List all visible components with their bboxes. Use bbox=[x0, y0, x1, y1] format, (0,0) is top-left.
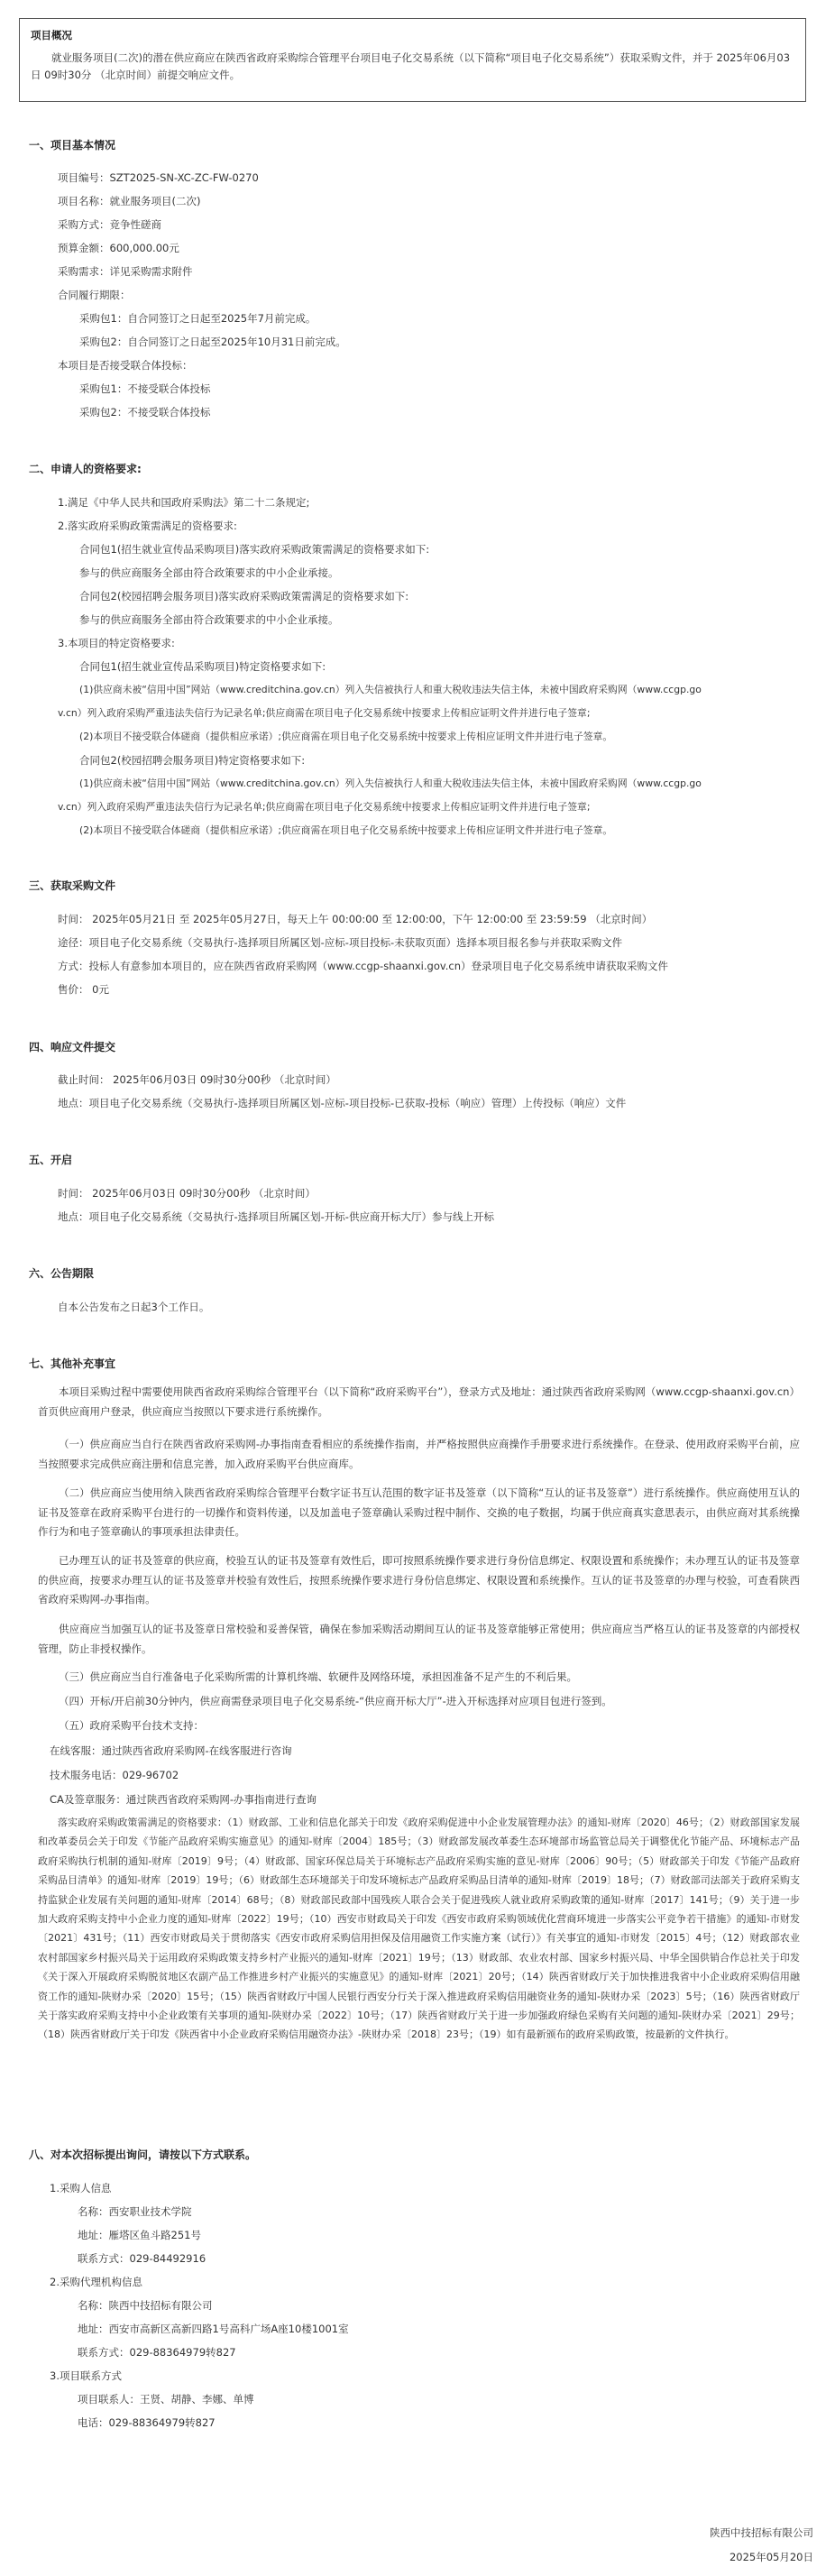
tech-support-paragraph: （五）政府采购平台技术支持： bbox=[59, 1719, 204, 1732]
qualification-item: 3.本项目的特定资格要求: bbox=[58, 637, 175, 649]
section-heading-submission: 四、响应文件提交 bbox=[29, 1041, 116, 1053]
signature-date: 2025年05月20日 bbox=[729, 2551, 813, 2563]
qualification-item: 2.落实政府采购政策需满足的资格要求: bbox=[58, 520, 237, 532]
submission-location: 地点：项目电子化交易系统（交易执行-选择项目所属区划-应标-项目投标-已获取-投标（响应）管理）上传投标（响应）文件 bbox=[58, 1097, 627, 1109]
qualification-item: 合同包2(校园招聘会服务项目)落实政府采购政策需满足的资格要求如下: bbox=[79, 590, 409, 603]
package2-period: 采购包2：自合同签订之日起至2025年10月31日前完成。 bbox=[79, 336, 346, 348]
obtain-channel: 途径：项目电子化交易系统（交易执行-选择项目所属区划-应标-项目投标-未获取页面）选择本项目报名参与并获取采购文件 bbox=[58, 936, 623, 949]
agency-info-heading: 2.采购代理机构信息 bbox=[50, 2276, 142, 2288]
qualification-item: v.cn）列入政府采购严重违法失信行为记录名单;供应商需在项目电子化交易系统中按要求上传相应证明文件并进行电子签章; bbox=[58, 801, 591, 813]
online-service: 在线客服：通过陕西省政府采购网-在线客服进行咨询 bbox=[50, 1744, 292, 1757]
signature-org: 陕西中技招标有限公司 bbox=[710, 2526, 813, 2539]
policy-paragraph: 落实政府采购政策需满足的资格要求：（1）财政部、工业和信息化部关于印发《政府采购促进中小企业发展管理办法》的通知-财库〔2020〕46号；（2）财政部国家发展和改革委员会关于印发《节能产品政府采购实施意见》的通知-财库〔2004〕185号；（3）财政部发展改革委生态环境部市场监管总局关于调整优化节能产品、环境标志产品政府采购执行机制的通知-财库〔2019〕9号；（4）财政部、国家环保总局关于环境标志产品政府采购实施的意见-财库〔2006〕90号；（5）财政部关于印发《节能产品政府采购品目清单》的通知-财库〔2019〕19号；（6）财政部生态环境部关于印发环境标志产品政府采购品目清单的通知-财库〔2019〕18号；（7）财政部司法部关于政府采购支持监狱企业发展有关问题的通知-财库〔2014〕68号；（8）财政部民政部中国残疾人联合会关于促进残疾人就业政府采购政策的通知-财库〔2017〕141号；（9）关于进一步加大政府采购支持中小企业力度的通知-财库〔2022〕19号；（10）西安市财政局关于印发《西安市政府采购领域优化营商环境进一步落实公平竞争若干措施》的通知-市财发〔2021〕431号；（11）西安市财政局关于贯彻落实《西安市政府采购信用担保及信用融资工作实施方案（试行）》有关事宜的通知-市财发〔2015〕4号；（12）财政部农业农村部国家乡村振兴局关于运用政府采购政策支持乡村产业振兴的通知-财库〔2021〕19号；（13）财政部、农业农村部、国家乡村振兴局、中华全国供销合作总社关于印发《关于深入开展政府采购脱贫地区农副产品工作推进乡村产业振兴的实施意见》的通知-财库〔2021〕20号；（14）陕西省财政厅关于加快推进我省中小企业政府采购信用融资工作的通知-陕财办采〔2020〕15号；（15）陕西省财政厅中国人民银行西安分行关于深入推进政府采购信用融资业务的通知-陕财办采〔2023〕5号；（16）陕西省财政厅关于落实政府采购支持中小企业政策有关事项的通知-陕财办采〔2022〕10号；（17）陕西省财政厅关于进一步加强政府绿色采购有关问题的通知-陕财办采〔2021〕29号；（18）陕西省财政厅关于印发《陕西省中小企业政府采购信用融资办法》-陕财办采〔2018〕23号；（19）如有最新颁布的政府采购政策，按最新的文件执行。 bbox=[38, 1817, 800, 2041]
consortium-label: 本项目是否接受联合体投标： bbox=[58, 359, 193, 372]
qualification-item: 1.满足《中华人民共和国政府采购法》第二十二条规定; bbox=[58, 496, 310, 509]
package2-consortium: 采购包2：不接受联合体投标 bbox=[79, 406, 211, 419]
tech-service-phone: 技术服务电话：029-96702 bbox=[50, 1769, 179, 1781]
notice-period-text: 自本公告发布之日起3个工作日。 bbox=[58, 1301, 210, 1313]
purchaser-info-heading: 1.采购人信息 bbox=[50, 2182, 112, 2194]
ca-service: CA及签章服务：通过陕西省政府采购网-办事指南进行查询 bbox=[50, 1793, 317, 1806]
qualification-item: 合同包1(招生就业宣传品采购项目)落实政府采购政策需满足的资格要求如下: bbox=[79, 543, 430, 556]
project-overview-box bbox=[19, 18, 806, 102]
qualification-item: v.cn）列入政府采购严重违法失信行为记录名单;供应商需在项目电子化交易系统中按要求上传相应证明文件并进行电子签章; bbox=[58, 707, 591, 719]
procurement-method: 采购方式：竞争性磋商 bbox=[58, 218, 161, 231]
project-number: 项目编号：SZT2025-SN-XC-ZC-FW-0270 bbox=[58, 171, 259, 184]
opening-time: 时间： 2025年06月03日 09时30分00秒 （北京时间） bbox=[58, 1187, 316, 1200]
obtain-method: 方式：投标人有意参加本项目的，应在陕西省政府采购网（www.ccgp-shaanxi.gov.cn）登录项目电子化交易系统申请获取采购文件 bbox=[58, 960, 669, 972]
qualification-item: (2)本项目不接受联合体磋商（提供相应承诺）;供应商需在项目电子化交易系统中按要求上传相应证明文件并进行电子签章。 bbox=[79, 731, 613, 742]
section-heading-contact: 八、对本次招标提出询问，请按以下方式联系。 bbox=[29, 2148, 257, 2161]
qualification-item: 合同包2(校园招聘会服务项目)特定资格要求如下: bbox=[79, 754, 306, 767]
purchaser-contact: 联系方式：029-84492916 bbox=[78, 2252, 206, 2265]
contract-period-label: 合同履行期限： bbox=[58, 289, 131, 301]
qualification-item: (1)供应商未被“信用中国”网站（www.creditchina.gov.cn）列入失信被执行人和重大税收违法失信主体，未被中国政府采购网（www.ccgp.go bbox=[79, 684, 702, 695]
section-heading-opening: 五、开启 bbox=[29, 1154, 73, 1166]
qualification-item: 合同包1(招生就业宣传品采购项目)特定资格要求如下: bbox=[79, 660, 326, 673]
budget-amount: 预算金额：600,000.00元 bbox=[58, 242, 179, 254]
section-heading-notice-period: 六、公告期限 bbox=[29, 1267, 95, 1280]
qualification-item: 参与的供应商服务全部由符合政策要求的中小企业承接。 bbox=[79, 566, 339, 579]
project-contact-heading: 3.项目联系方式 bbox=[50, 2369, 122, 2382]
certificate-binding-paragraph: 已办理互认的证书及签章的供应商，校验互认的证书及签章有效性后，即可按照系统操作要求进行身份信息绑定、权限设置和系统操作；未办理互认的证书及签章的供应商，按要求办理互认的证书及签章并校验有效性后，按照系统操作要求进行身份信息绑定、权限设置和系统操作。互认的证书及签章的办理与校验，可查看陕西省政府采购网-办事指南。 bbox=[38, 1554, 800, 1605]
platform-intro-paragraph: 本项目采购过程中需要使用陕西省政府采购综合管理平台（以下简称“政府采购平台”），登录方式及地址：通过陕西省政府采购网（www.ccgp-shaanxi.gov.cn）首页供应商用户登录，供应商应当按照以下要求进行系统操作。 bbox=[38, 1385, 800, 1418]
package1-consortium: 采购包1：不接受联合体投标 bbox=[79, 382, 211, 395]
section-heading-basic-info: 一、项目基本情况 bbox=[29, 139, 116, 152]
opening-location: 地点：项目电子化交易系统（交易执行-选择项目所属区划-开标-供应商开标大厅）参与线上开标 bbox=[58, 1210, 494, 1223]
submission-deadline: 截止时间： 2025年06月03日 09时30分00秒 （北京时间） bbox=[58, 1073, 336, 1086]
overview-text: 就业服务项目(二次)的潜在供应商应在陕西省政府采购综合管理平台项目电子化交易系统（以下简称“项目电子化交易系统”）获取采购文件，并于 2025年06月03日 09时30分 （北京时间）前提交响应文件。 bbox=[31, 51, 791, 81]
section-heading-obtain-docs: 三、获取采购文件 bbox=[29, 879, 116, 892]
agency-contact: 联系方式：029-88364979转827 bbox=[78, 2346, 236, 2359]
certificate-custody-paragraph: 供应商应当加强互认的证书及签章日常校验和妥善保管，确保在参加采购活动期间互认的证书及签章能够正常使用；供应商应当严格互认的证书及签章的内部授权管理，防止非授权操作。 bbox=[38, 1623, 800, 1655]
purchaser-address: 地址：雁塔区鱼斗路251号 bbox=[78, 2229, 201, 2241]
section-heading-other-info: 七、其他补充事宜 bbox=[29, 1357, 116, 1370]
qualification-item: (2)本项目不接受联合体磋商（提供相应承诺）;供应商需在项目电子化交易系统中按要求上传相应证明文件并进行电子签章。 bbox=[79, 824, 613, 836]
procurement-requirement: 采购需求：详见采购需求附件 bbox=[58, 265, 193, 278]
qualification-item: 参与的供应商服务全部由符合政策要求的中小企业承接。 bbox=[79, 613, 339, 626]
agency-name: 名称：陕西中技招标有限公司 bbox=[78, 2299, 213, 2312]
qualification-item: (1)供应商未被“信用中国”网站（www.creditchina.gov.cn）列入失信被执行人和重大税收违法失信主体，未被中国政府采购网（www.ccgp.go bbox=[79, 777, 702, 789]
overview-title: 项目概况 bbox=[31, 29, 72, 41]
agency-address: 地址：西安市高新区高新四路1号高科广场A座10楼1001室 bbox=[78, 2323, 349, 2335]
equipment-paragraph: （三）供应商应当自行准备电子化采购所需的计算机终端、软硬件及网络环境，承担因准备不足产生的不利后果。 bbox=[59, 1670, 577, 1683]
certificate-paragraph: （二）供应商应当使用纳入陕西省政府采购综合管理平台数字证书互认范围的数字证书及签章（以下简称“互认的证书及签章”）进行系统操作。供应商使用互认的证书及签章在政府采购平台进行的一切操作和资料传递，以及加盖电子签章确认采购过程中制作、交换的电子数据，均属于供应商真实意思表示，由供应商对其系统操作行为和电子签章确认的事项承担法律责任。 bbox=[38, 1486, 800, 1538]
operation-guide-paragraph: （一）供应商应当自行在陕西省政府采购网-办事指南查看相应的系统操作指南，并严格按照供应商操作手册要求进行系统操作。在登录、使用政府采购平台前，应当按照要求完成供应商注册和信息完善，加入政府采购平台供应商库。 bbox=[38, 1438, 800, 1470]
checkin-paragraph: （四）开标/开启前30分钟内，供应商需登录项目电子化交易系统-“供应商开标大厅”-进入开标选择对应项目包进行签到。 bbox=[59, 1695, 612, 1707]
project-name: 项目名称：就业服务项目(二次) bbox=[58, 195, 201, 207]
obtain-time: 时间： 2025年05月21日 至 2025年05月27日，每天上午 00:00:00 至 12:00:00，下午 12:00:00 至 23:59:59 （北京时间） bbox=[58, 913, 653, 925]
obtain-price: 售价： 0元 bbox=[58, 983, 109, 996]
project-contact-phone: 电话：029-88364979转827 bbox=[78, 2416, 216, 2429]
section-heading-qualifications: 二、申请人的资格要求: bbox=[29, 463, 142, 475]
project-contact-person: 项目联系人：王贤、胡静、李娜、单博 bbox=[78, 2393, 254, 2406]
purchaser-name: 名称：西安职业技术学院 bbox=[78, 2205, 192, 2218]
package1-period: 采购包1：自合同签订之日起至2025年7月前完成。 bbox=[79, 312, 317, 325]
